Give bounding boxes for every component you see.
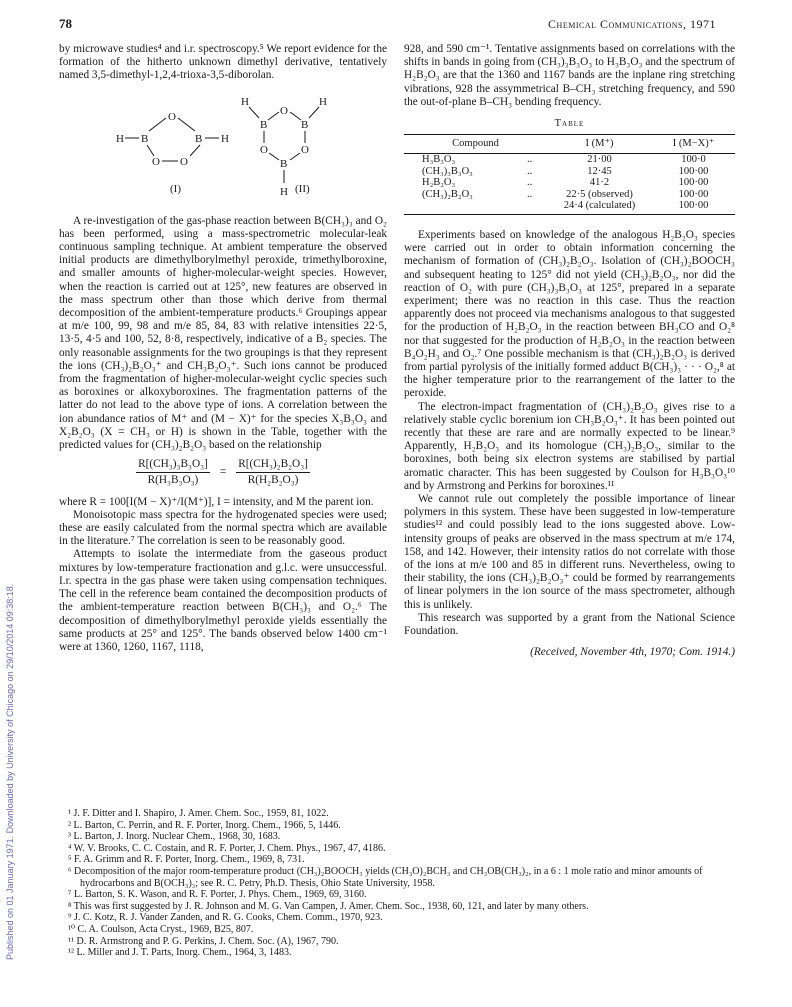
table-header: I (M⁺)	[547, 135, 652, 154]
page-number: 78	[59, 16, 72, 31]
structure-two	[241, 96, 327, 198]
table-row: H₃B₃O₃ .. 21·00 100·0	[422, 154, 706, 166]
svg-text:H: H	[280, 185, 288, 198]
acknowledgement: This research was supported by a grant from the National Science Foundation.	[404, 611, 735, 638]
svg-text:O: O	[152, 155, 160, 168]
reference-item: ⁶ Decomposition of the major room-temperature product (CH₃)₂BOOCH₃ yields (CH₃O)₂BCH₃ and CH₃OB(CH₃)₂, in a 6 : 1 mole ratio and minor amounts of hydrocarbons and B(OCH₃)₃; see R. C. Petry, Ph.D. Thesis, Ohio State University, 1958.	[68, 865, 703, 889]
body-paragraph: Monoisotopic mass spectra for the hydrogenated species were used; these are easily calculated from the normal spectra which are available in the literature.⁷ The correlation is seen to be reasonably good.	[59, 508, 387, 548]
reference-item: ⁹ J. C. Kotz, R. J. Vander Zanden, and R. G. Cooks, Chem. Comm., 1970, 923.	[68, 912, 383, 924]
reference-item: ³ L. Barton, J. Inorg. Nuclear Chem., 1968, 30, 1683.	[68, 831, 281, 843]
svg-text:B: B	[301, 118, 309, 131]
table-row: (CH₃)₂B₂O₃ .. 22·5 (observed) 100·00	[422, 188, 709, 200]
download-watermark: Published on 01 January 1971. Downloaded by University of Chicago on 29/10/2014 09:38:18.	[5, 583, 15, 960]
reference-item: ¹⁰ C. A. Coulson, Acta Cryst., 1969, B25, 807.	[68, 923, 254, 935]
svg-text:H: H	[319, 95, 327, 108]
reference-item: ⁸ This was first suggested by J. R. Johnson and M. G. Van Campen, J. Amer. Chem. Soc., 1938, 60, 121, and later by many others.	[68, 900, 589, 912]
left-column	[59, 43, 387, 654]
reference-item: ¹² L. Miller and J. T. Parts, Inorg. Chem., 1964, 3, 1483.	[68, 947, 292, 959]
body-paragraph: The electron-impact fragmentation of (CH₃)₂B₂O₃ gives rise to a relatively stable cyclic borenium ion CH₃B₂O₃⁺. It has been pointed out recently that these are rare and are normally expected to be linear.⁹ Apparently, H₂B₂O₃ and its homologue (CH₃)₂B₂O₃, similar to the boroxines, both being six electron systems are stabilised by partial aromatic character. This has been suggested by Coulson for H₃B₃O₃¹⁰ and by Armstrong and Perkins for boroxines.¹¹	[404, 400, 735, 492]
body-paragraph: We cannot rule out completely the possible importance of linear polymers in this system. These have been suggested in low-temperature studies¹² and could possibly lead to the ions suggested above. Low-intensity groups of peaks are observed in the mass spectrum at m/e 174, 158, and 142. However, their intensity ratios do not correlate with those of the ions at m/e 100 and 85 in different runs. Nevertheless, owing to their stability, the ions (CH₃)₂B₂O₃⁺ could be formed by rearrangements of linear polymers in the ion source of the mass spectrometer, although this is unlikely.	[404, 492, 735, 611]
reference-item: ² L. Barton, C. Perrin, and R. F. Porter, Inorg. Chem., 1966, 5, 1446.	[68, 819, 341, 831]
svg-text:B: B	[141, 132, 149, 145]
structure-one	[116, 111, 229, 168]
svg-text:O: O	[280, 104, 288, 117]
ratio-equation	[59, 458, 387, 487]
equation-rhs: $\frac{\text{R[(CH₃)₂B₂O₃]}}{\text{R(H₂B₂O₃)}}$	[238, 458, 308, 487]
svg-text:H: H	[241, 95, 249, 108]
body-paragraph: 928, and 590 cm⁻¹. Tentative assignments based on correlations with the shifts in bands in going from (CH₃)₃B₃O₃ to H₃B₃O₃ and the spectrum of H₂B₂O₃ are that the 1360 and 1167 bands are the inplane ring stretching vibrations, 928 the assymmetrical B–CH₃ stretching frequency, and 590 the out-of-plane B–CH₃ bending frequency.	[404, 43, 735, 108]
svg-text:H: H	[221, 132, 229, 145]
equation-lhs: $\frac{\text{R[(CH₃)₃B₃O₃]}}{\text{R(H₃B₃O₃)}}$	[138, 458, 208, 487]
structure-one-label: (I)	[170, 182, 181, 195]
svg-text:B: B	[280, 157, 288, 170]
svg-text:B: B	[260, 118, 268, 131]
reference-item: ⁵ F. A. Grimm and R. F. Porter, Inorg. Chem., 1969, 8, 731.	[68, 854, 305, 866]
ion-ratio-table	[404, 134, 735, 215]
structure-two-label: (II)	[295, 182, 310, 195]
body-paragraph: where R = 100[I(M − X)⁺/I(M⁺)], I = intensity, and M the parent ion.	[59, 495, 374, 508]
svg-text:H: H	[116, 132, 124, 145]
reference-item: ⁷ L. Barton, S. K. Wason, and R. F. Porter, J. Phys. Chem., 1969, 69, 3160.	[68, 889, 367, 901]
svg-text:O: O	[260, 143, 268, 156]
table-header: Compound	[404, 135, 547, 154]
references-list	[68, 808, 736, 959]
equation-equals: =	[219, 466, 227, 479]
table-title: Table	[554, 118, 585, 130]
right-column	[404, 43, 735, 659]
body-paragraph: Experiments based on knowledge of the analogous H₂B₂O₃ species were carried out in order to obtain information concerning the mechanism of formation of (CH₃)₂B₂O₃. Isolation of (CH₃)₂BOOCH₃ and subsequent heating to 125° did not yield (CH₃)₂B₂O₃, nor did the reaction of O₂ with pure (CH₃)₃B₃O₃ at 125°, prepared in a separate experiment; there was no reaction in this case. Thus the reaction apparently does not proceed via mechanisms analogous to that suggested for the production of H₂B₂O₃ in the reaction between BH₃CO and O₂⁸ nor that suggested for the production of H₂B₂O₃ in the reaction between B₄O₂H₃ and O₂.⁷ One possible mechanism is that (CH₃)₂B₂O₃ is derived from partial pyrolysis of the initially formed adduct B(CH₃)₃ · · · O₂,⁸ at the higher temperature prior to the rearrangement of the latter to the peroxide.	[404, 228, 735, 400]
body-paragraph: Attempts to isolate the intermediate from the gaseous product mixtures by low-temperature fractionation and g.l.c. were unsuccessful. I.r. spectra in the gas phase were taken using compensation techniques. The cell in the reference beam contained the decomposition products of the ambient-temperature reaction between B(CH₃)₃ and O₂.⁶ The decomposition of dimethylborylmethyl peroxide yields essentially the same products at 25° and 125°. The bands observed below 1400 cm⁻¹ were at 1360, 1260, 1167, 1118,	[59, 548, 387, 653]
body-paragraph: A re-investigation of the gas-phase reaction between B(CH₃)₃ and O₂ has been performed, using a mass-spectrometric molecular-leak continuous sampling technique. At ambient temperature the observed initial products are dimethylborylmethyl peroxide, trimethylboroxine, and smaller amounts of higher-molecular-weight species. However, when the reaction is carried out at 125°, new features are observed in the mass spectrum other than those which derive from thermal decomposition of the ambient-temperature products.⁶ Groupings appear at m/e 100, 99, 98 and m/e 85, 84, 83 with relative intensities 22·5, 13·5, 4·5 and 100, 52, 8·8, respectively, indicative of a B₂ species. The only reasonable assignments for the two groupings is that they represent the ions (CH₃)₂B₂O₃⁺ and CH₃B₂O₃⁺. Such ions cannot be produced from the fragmentation of higher-molecular-weight cyclic species such as boroxines or alkoxyboroxines. The fragmentation patterns of the latter do not lead to the above type of ions. A correlation between the ion abundance ratios of M⁺ and (M − X)⁺ for the species X₃B₃O₃ and X₂B₂O₃ (X = CH₃ or H) is shown in the Table, together with the predicted values for (CH₃)₂B₂O₃ based on the relationship	[59, 214, 387, 452]
table-header-row	[404, 135, 735, 154]
table-header: I (M−X)⁺	[652, 135, 735, 154]
reference-item: ⁴ W. V. Brooks, C. C. Costain, and R. F. Porter, J. Chem. Phys., 1967, 47, 4186.	[68, 842, 386, 854]
svg-text:B: B	[195, 132, 203, 145]
received-date: (Received, November 4th, 1970; Com. 1914.)	[530, 646, 735, 659]
svg-text:O: O	[180, 155, 188, 168]
structure-diagrams	[59, 91, 387, 203]
table-row: 24·4 (calculated) 100·00	[404, 200, 735, 214]
data-table-block	[404, 117, 735, 215]
table-row: (CH₃)₃B₃O₃ .. 12·45 100·00	[422, 165, 709, 177]
table-row: H₂B₂O₃ .. 41·2 100·00	[422, 177, 709, 189]
reference-item: ¹¹ D. R. Armstrong and P. G. Perkins, J. Chem. Soc. (A), 1967, 790.	[68, 935, 339, 947]
svg-text:O: O	[301, 143, 309, 156]
running-head: Chemical Communications, 1971	[548, 17, 716, 31]
svg-text:O: O	[168, 110, 176, 123]
reference-item: ¹ J. F. Ditter and I. Shapiro, J. Amer. Chem. Soc., 1959, 81, 1022.	[68, 808, 329, 819]
boron-ring-structures	[59, 91, 387, 203]
intro-paragraph: by microwave studies⁴ and i.r. spectroscopy.⁵ We report evidence for the formation of the hitherto unknown dimethyl derivative, tentatively named 3,5-dimethyl-1,2,4-trioxa-3,5-diborolan.	[59, 43, 387, 82]
